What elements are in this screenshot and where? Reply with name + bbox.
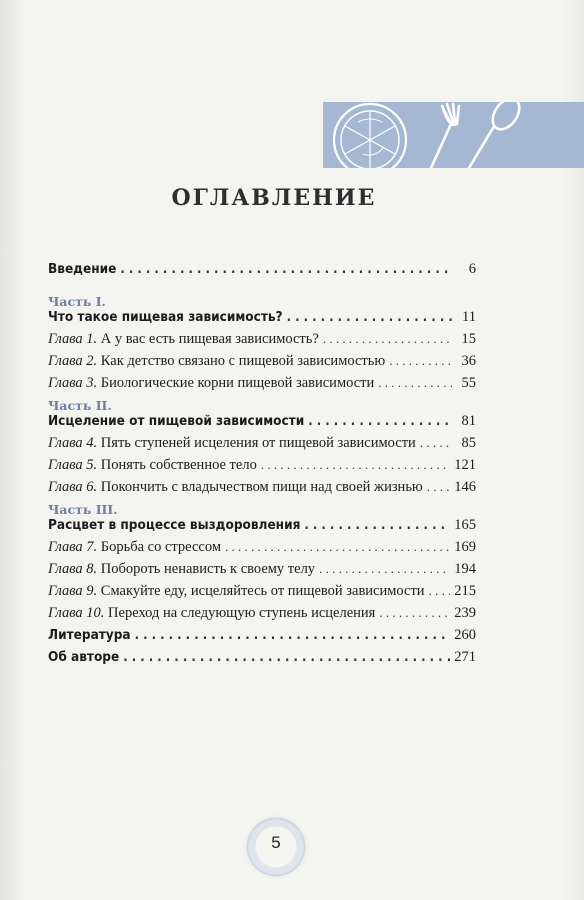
page-title: ОГЛАВЛЕНИЕ	[171, 185, 377, 211]
entry-label: Литература	[48, 627, 131, 643]
entry-page: 11	[462, 309, 476, 325]
chapter-prefix: Глава 5.	[48, 457, 98, 473]
chapter-prefix: Глава 10.	[48, 605, 105, 621]
dot-leader	[135, 625, 451, 647]
entry-label: Расцвет в процессе выздоровления	[48, 517, 301, 533]
dot-leader	[287, 307, 452, 329]
entry-page: 15	[461, 331, 476, 347]
chapter-prefix: Глава 3.	[48, 375, 98, 391]
dot-leader	[378, 372, 452, 394]
chapter-prefix: Глава 6.	[48, 479, 98, 495]
chapter-title: Переход на следующую ступень исцеления	[104, 605, 376, 621]
fork-icon	[431, 104, 459, 168]
toc-entry-chapter-5[interactable]	[48, 454, 476, 476]
chapter-title: Биологические корни пищевой зависимости	[97, 375, 375, 391]
toc-entry-part1[interactable]	[48, 306, 476, 328]
chapter-prefix: Глава 8.	[48, 561, 98, 577]
dot-leader	[308, 411, 452, 433]
entry-page: 85	[461, 435, 476, 451]
entry-page: 194	[454, 561, 476, 577]
toc-entry-chapter-10[interactable]	[48, 602, 476, 624]
chapter-title: Пять ступеней исцеления от пищевой зависимости	[97, 435, 416, 451]
entry-page: 239	[454, 605, 476, 621]
dot-leader	[389, 350, 452, 372]
dot-leader	[123, 647, 450, 669]
entry-label: Исцеление от пищевой зависимости	[48, 413, 305, 429]
chapter-title: Покончить с владычеством пищи над своей жизнью	[97, 479, 423, 495]
chapter-title: Как детство связано с пищевой зависимостью	[97, 353, 386, 369]
entry-page: 55	[461, 375, 476, 391]
chapter-title: Смакуйте еду, исцеляйтесь от пищевой зависимости	[97, 583, 425, 599]
toc-entry-chapter-9[interactable]	[48, 580, 476, 602]
toc-entry-part3[interactable]	[48, 514, 476, 536]
toc-entry-author[interactable]	[48, 646, 476, 668]
toc-entry-chapter-6[interactable]	[48, 476, 476, 498]
toc-entry-part2[interactable]	[48, 410, 476, 432]
toc-entry-chapter-8[interactable]	[48, 558, 476, 580]
dot-leader	[429, 580, 451, 602]
entry-page: 260	[454, 627, 476, 643]
entry-label: Что такое пищевая зависимость?	[48, 309, 283, 325]
toc-entry-chapter-3[interactable]	[48, 372, 476, 394]
toc-entry-chapter-2[interactable]	[48, 350, 476, 372]
tableware-illustration	[323, 102, 584, 168]
chapter-prefix: Глава 1.	[48, 331, 98, 347]
part-heading-2: Часть II.	[48, 398, 112, 413]
toc-entry-chapter-4[interactable]	[48, 432, 476, 454]
dot-leader	[225, 536, 450, 558]
entry-page: 146	[454, 479, 476, 495]
decorative-banner	[323, 102, 584, 168]
chapter-title: А у вас есть пищевая зависимость?	[97, 331, 319, 347]
entry-label: Введение	[48, 261, 117, 277]
chapter-title: Понять собственное тело	[97, 457, 257, 473]
chapter-prefix: Глава 4.	[48, 435, 98, 451]
dot-leader	[427, 476, 450, 498]
dot-leader	[304, 515, 450, 537]
dot-leader	[420, 432, 452, 454]
entry-page: 81	[461, 413, 476, 429]
part-heading-1: Часть I.	[48, 294, 106, 309]
spoon-icon	[469, 102, 525, 168]
toc-entry-literature[interactable]	[48, 624, 476, 646]
citrus-slice-icon	[334, 104, 406, 168]
dot-leader	[319, 558, 450, 580]
dot-leader	[120, 259, 452, 281]
entry-page: 271	[454, 649, 476, 665]
toc-entry-intro[interactable]	[48, 258, 476, 280]
entry-label: Об авторе	[48, 649, 120, 665]
part-heading-3: Часть III.	[48, 502, 118, 517]
chapter-prefix: Глава 7.	[48, 539, 98, 555]
entry-page: 169	[454, 539, 476, 555]
dot-leader	[323, 328, 452, 350]
entry-page: 6	[468, 261, 476, 277]
chapter-prefix: Глава 2.	[48, 353, 98, 369]
entry-page: 165	[454, 517, 476, 533]
toc-entry-chapter-1[interactable]	[48, 328, 476, 350]
entry-page: 36	[461, 353, 476, 369]
entry-page: 121	[454, 457, 476, 473]
chapter-prefix: Глава 9.	[48, 583, 98, 599]
entry-page: 215	[454, 583, 476, 599]
dot-leader	[261, 454, 450, 476]
toc-entry-chapter-7[interactable]	[48, 536, 476, 558]
chapter-title: Борьба со стрессом	[97, 539, 222, 555]
dot-leader	[379, 602, 450, 624]
page-number: 5	[271, 833, 281, 852]
chapter-title: Побороть ненависть к своему телу	[97, 561, 316, 577]
